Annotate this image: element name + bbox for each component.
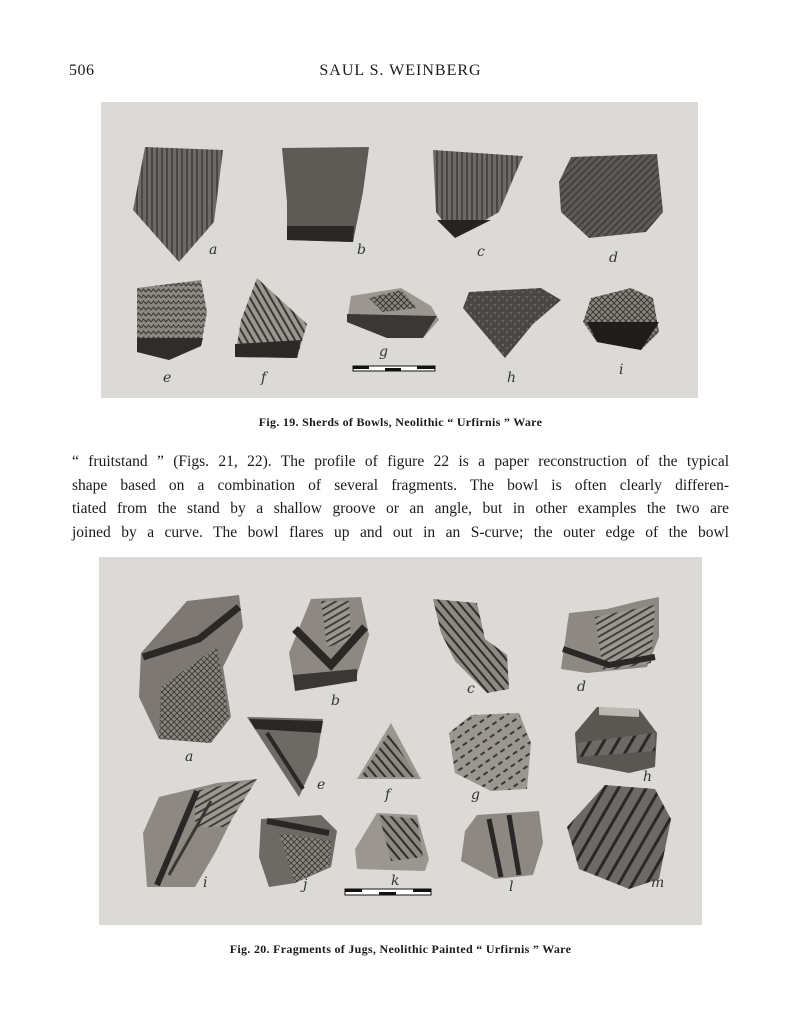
label-19e: e [163, 370, 172, 386]
label-19i: i [619, 362, 624, 378]
body-paragraph [72, 450, 729, 544]
label-19a: a [209, 242, 218, 258]
scale-bar-19 [353, 366, 435, 371]
label-20e: e [317, 777, 326, 793]
figure-20-caption: Fig. 20. Fragments of Jugs, Neolithic Painted “ Urfirnis ” Ware [229, 942, 572, 956]
figure-19-photo [101, 102, 698, 398]
sherd-20b [289, 597, 369, 691]
sherd-20f [357, 723, 421, 779]
label-20h: h [643, 769, 653, 785]
body-line: joined by a curve. The bowl flares up and out in an S-curve; the outer edge of the bowl [72, 523, 729, 541]
sherd-20a [139, 595, 243, 743]
label-20g: g [471, 787, 480, 803]
label-20k: k [391, 873, 400, 889]
sherd-19h [463, 288, 561, 358]
sherd-20e [247, 717, 326, 797]
label-20a: a [185, 749, 194, 765]
sherd-20d [561, 597, 659, 673]
label-19b: b [357, 242, 366, 258]
body-line: shape based on a combination of several fragments. The bowl is often clearly differen- [72, 476, 729, 494]
label-20f: f [385, 787, 391, 803]
sherd-20i [143, 779, 257, 887]
scale-bar-20 [345, 889, 431, 895]
label-20i: i [203, 875, 208, 891]
figure-19-caption: Fig. 19. Sherds of Bowls, Neolithic “ Urfirnis ” Ware [258, 415, 543, 429]
sherd-20g [449, 713, 531, 791]
sherd-20c [433, 599, 509, 693]
body-line: “ fruitstand ” (Figs. 21, 22). The profile of figure 22 is a paper reconstruction of the typical [72, 453, 729, 470]
sherd-20j [259, 815, 337, 887]
label-19h: h [507, 370, 517, 386]
figure-20-photo [99, 557, 702, 925]
body-line: tiated from the stand by a shallow groove or an angle, but in other examples the two are [72, 500, 729, 517]
label-20j: j [303, 877, 308, 893]
sherd-20l [461, 811, 543, 879]
label-20c: c [467, 681, 475, 697]
label-19f: f [261, 370, 267, 386]
label-19d: d [609, 250, 618, 266]
sherd-20k [355, 813, 429, 871]
label-20m: m [651, 875, 665, 891]
sherd-20h [575, 707, 657, 773]
label-19g: g [379, 344, 388, 360]
label-20l: l [509, 879, 514, 895]
label-20d: d [577, 679, 586, 695]
label-20b: b [331, 693, 340, 709]
page-number: 506 [69, 62, 95, 79]
label-19c: c [477, 244, 485, 260]
running-head: SAUL S. WEINBERG [319, 62, 482, 79]
sherd-19d [559, 154, 663, 238]
sherd-20m [567, 785, 671, 889]
